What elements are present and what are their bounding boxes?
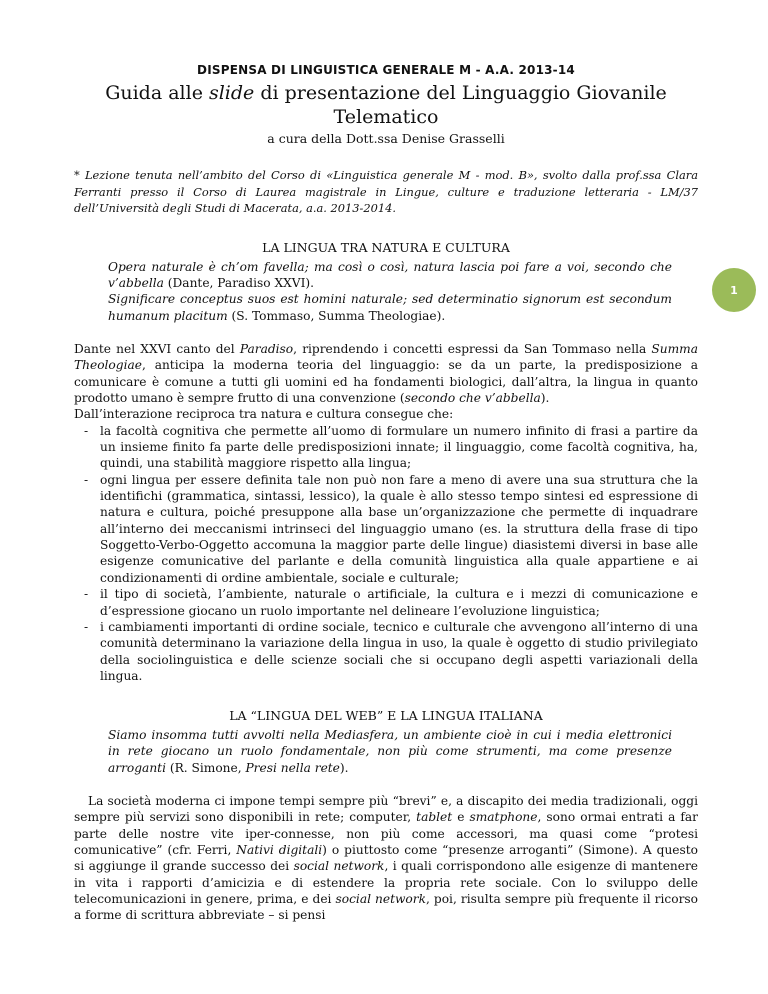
dash-bullet: - <box>84 423 89 438</box>
quote-simone <box>108 727 672 776</box>
text-run-italic: Paradiso <box>239 342 294 357</box>
epigraph-quote-simone <box>108 727 672 776</box>
dash-bullet: - <box>84 619 89 634</box>
list-item-text: il tipo di società, l’ambiente, naturale o artificiale, la cultura e i mezzi di comunicazione e d’espressione giocano un ruolo importante nel delineare l’evoluzione linguistica; <box>100 587 698 618</box>
text-run: Dante nel XXVI canto del <box>74 342 240 357</box>
list-item <box>74 586 698 619</box>
text-run-italic: smatphone <box>469 810 538 825</box>
quote-text: Siamo insomma tutti avvolti nella Mediasfera, un ambiente cioè in cui i media elettronici in rete giocano un ruolo fondamentale, non più come strumenti, ma come presenze arroganti <box>108 727 672 775</box>
quote-source: (Dante, Paradiso XXVI). <box>163 275 315 290</box>
footnote: * Lezione tenuta nell’ambito del Corso di «Linguistica generale M - mod. B», svolto dalla prof.ssa Clara Ferranti presso il Corso di Laurea magistrale in Lingue, culture e traduzione letteraria - LM/37 dell’Università degli Studi di Macerata, a.a. 2013-2014. <box>74 168 698 215</box>
list-item-text: i cambiamenti importanti di ordine sociale, tecnico e culturale che avvengono all’interno di una comunità determinano la variazione della lingua in uso, la quale è oggetto di studio privilegiato della sociolinguistica e delle scienze sociali che si occupano degli aspetti variazionali della lingua. <box>100 619 698 683</box>
list-item <box>74 423 698 472</box>
list-item <box>74 619 698 684</box>
text-run-italic: secondo che v’abbella <box>404 391 541 406</box>
quote-text: Significare conceptus suos est homini naturale; sed determinatio signorum est secondum humanum placitum <box>108 292 672 323</box>
dash-bullet: - <box>84 472 89 487</box>
dash-bullet: - <box>84 587 89 602</box>
text-run: ). <box>540 391 550 406</box>
text-run: ) o piuttosto come “presenze arroganti” (Simone). A questo si aggiunge il grande successo dei <box>74 843 698 874</box>
document-title <box>74 82 698 130</box>
epigraph-quotes <box>108 259 672 324</box>
quote-source: ). <box>339 760 349 775</box>
text-run: , sono ormai entrati a far parte delle nostre vite iper-connesse, non più come accessori, ma quasi come “protesi comunicative” (cfr. Ferri, <box>74 810 698 858</box>
text-run: La società moderna ci impone tempi sempre più “brevi” e, a discapito dei media tradizionali, oggi sempre più servizi sono disponibili in rete; computer, <box>74 794 698 825</box>
text-run-italic: Nativi digitali <box>236 843 323 858</box>
text-run-italic: social network <box>293 859 385 874</box>
list-item <box>74 472 698 586</box>
text-run: , poi, risulta sempre più frequente il ricorso a forme di scrittura abbreviate – si pensi <box>74 892 698 923</box>
paragraph: Dall’interazione reciproca tra natura e cultura consegue che: <box>74 407 454 422</box>
text-run: , anticipa la moderna teoria del linguaggio: se da un parte, la predisposizione a comunicare è comune a tutti gli uomini ed ha fondamenti biologici, dall’altra, la lingua in quanto prodotto umano è sempre frutto di una convenzione ( <box>74 358 698 406</box>
section2-body <box>74 793 698 924</box>
text-run: e <box>452 810 470 825</box>
quote-source: (R. Simone, <box>165 760 246 775</box>
list-item-text: ogni lingua per essere definita tale non può non fare a meno di avere una sua struttura che la identifichi (grammatica, sintassi, lessico), la quale è allo stesso tempo sintesi ed espressione di natura e cultura, poiché presuppone alla base un’organizzazione che permette di inquadrare all’interno dei meccanismi intrinseci del linguaggio umano (es. la struttura della frase di tipo Soggetto-Verbo-Oggetto accomuna la maggior parte delle lingue) diasistemi diversi in base alle esigenze comunicative del parlante e della comunità linguistica alla quale appartiene e ai condizionamenti di ordine ambientale, sociale e culturale; <box>100 472 698 585</box>
title-part-italic: slide <box>208 82 255 105</box>
text-run-italic: tablet <box>416 810 453 825</box>
byline: a cura della Dott.ssa Denise Grasselli <box>267 130 505 146</box>
text-run: , riprendendo i concetti espressi da San Tommaso nella <box>293 342 652 357</box>
title-part: Guida alle <box>105 82 209 105</box>
quote-tommaso <box>108 291 672 324</box>
paragraph <box>74 341 698 406</box>
quote-dante <box>108 259 672 292</box>
list-item-text: la facoltà cognitiva che permette all’uomo di formulare un numero infinito di frasi a partire da un insieme finito fa parte delle predisposizioni innate; il linguaggio, come facoltà cognitiva, ha, quindi, una stabilità maggiore rispetto alla lingua; <box>100 423 698 471</box>
text-run-italic: social network <box>335 892 426 907</box>
page-number-badge: 1 <box>712 268 756 312</box>
quote-source-italic: Presi nella rete <box>245 760 340 775</box>
text-run-italic: Summa Theologiae <box>74 342 698 373</box>
course-heading: DISPENSA DI LINGUISTICA GENERALE M - A.A. 2013-14 <box>197 63 575 77</box>
section-title-natura-cultura: LA LINGUA TRA NATURA E CULTURA <box>262 239 510 255</box>
consequence-list <box>74 423 698 685</box>
title-part: di presentazione del Linguaggio Giovanile Telematico <box>254 82 667 128</box>
paragraph <box>74 793 698 924</box>
quote-text: Opera naturale è ch’om favella; ma così o così, natura lascia poi fare a voi, secondo che v’abbella <box>108 259 672 290</box>
section-title-lingua-web: LA “LINGUA DEL WEB” E LA LINGUA ITALIANA <box>229 708 543 724</box>
text-run: , i quali corrispondono alle esigenze di mantenere in vita i rapporti d’amicizia e di estendere la propria rete sociale. Con lo sviluppo delle telecomunicazioni in genere, prima, e dei <box>74 859 699 907</box>
quote-source: (S. Tommaso, Summa Theologiae). <box>227 308 446 323</box>
document-page <box>74 62 698 924</box>
section1-body <box>74 341 698 684</box>
